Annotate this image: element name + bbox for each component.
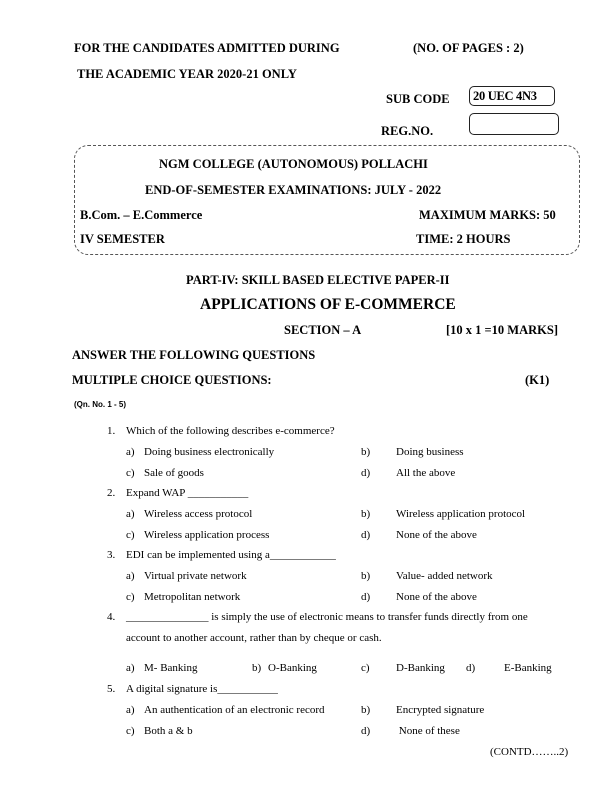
option-label: b) [361, 508, 371, 520]
question-number: 4. [107, 611, 116, 623]
option-text: Value- added network [396, 570, 493, 582]
reg-no-field[interactable] [469, 113, 559, 135]
option-label: c) [126, 467, 135, 479]
question-range: (Qn. No. 1 - 5) [74, 400, 126, 409]
option-label: a) [126, 508, 135, 520]
option-label: a) [126, 446, 135, 458]
option-text: None of the above [396, 591, 477, 603]
paper-title: APPLICATIONS OF E-COMMERCE [200, 296, 456, 313]
college-name: NGM COLLEGE (AUTONOMOUS) POLLACHI [159, 157, 428, 171]
option-text: Encrypted signature [396, 704, 485, 716]
section-label: SECTION – A [284, 323, 362, 337]
instruction: ANSWER THE FOLLOWING QUESTIONS [72, 348, 316, 362]
option-text: None of the above [396, 529, 477, 541]
continued-note: (CONTD……..2) [490, 746, 569, 758]
question-number: 3. [107, 549, 116, 561]
admission-note-line1: FOR THE CANDIDATES ADMITTED DURING [74, 41, 340, 55]
option-text: Doing business electronically [144, 446, 275, 458]
option-text: Both a & b [144, 725, 193, 737]
question-number: 5. [107, 683, 116, 695]
option-label: a) [126, 662, 135, 674]
question-number: 1. [107, 425, 116, 437]
option-label: d) [361, 467, 371, 479]
paper-part: PART-IV: SKILL BASED ELECTIVE PAPER-II [186, 273, 450, 287]
question-text: Expand WAP ___________ [126, 487, 249, 499]
semester: IV SEMESTER [80, 232, 165, 246]
option-label: d) [361, 529, 371, 541]
max-marks: MAXIMUM MARKS: 50 [419, 208, 556, 222]
sub-code-box [469, 86, 555, 106]
question-text: A digital signature is___________ [126, 683, 278, 695]
option-label: d) [361, 725, 371, 737]
course-name: B.Com. – E.Commerce [80, 208, 203, 222]
mcq-label: MULTIPLE CHOICE QUESTIONS: [72, 373, 272, 387]
option-label: d) [361, 591, 371, 603]
option-label: c) [361, 662, 370, 674]
question-text-line1: _______________ is simply the use of electronic means to transfer funds directly from one [126, 611, 528, 623]
sub-code-label: SUB CODE [386, 92, 450, 106]
knowledge-level: (K1) [525, 373, 550, 387]
question-text-line2: account to another account, rather than by cheque or cash. [126, 632, 382, 644]
option-text: Sale of goods [144, 467, 204, 479]
sub-code-value: 20 UEC 4N3 [473, 89, 537, 103]
option-text: Virtual private network [144, 570, 247, 582]
exam-title: END-OF-SEMESTER EXAMINATIONS: JULY - 2022 [145, 183, 442, 197]
option-label: c) [126, 591, 135, 603]
option-text: M- Banking [144, 662, 198, 674]
option-label: b) [361, 570, 371, 582]
option-label: b) [252, 662, 262, 674]
option-text: An authentication of an electronic record [144, 704, 325, 716]
page-count: (NO. OF PAGES : 2) [413, 41, 524, 55]
section-marks: [10 x 1 =10 MARKS] [446, 323, 558, 337]
option-label: a) [126, 704, 135, 716]
reg-no-label: REG.NO. [381, 124, 434, 138]
question-number: 2. [107, 487, 116, 499]
option-label: a) [126, 570, 135, 582]
question-text: Which of the following describes e-commerce? [126, 425, 335, 437]
option-text: D-Banking [396, 662, 445, 674]
admission-note-line2: THE ACADEMIC YEAR 2020-21 ONLY [77, 67, 297, 81]
option-label: c) [126, 529, 135, 541]
option-text: Wireless application protocol [396, 508, 526, 520]
option-text: Metropolitan network [144, 591, 241, 603]
option-text: O-Banking [268, 662, 317, 674]
option-text: Doing business [396, 446, 464, 458]
option-label: d) [466, 662, 476, 674]
option-text: None of these [396, 725, 460, 737]
option-label: b) [361, 446, 371, 458]
exam-time: TIME: 2 HOURS [416, 232, 511, 246]
option-text: Wireless application process [144, 529, 270, 541]
option-label: c) [126, 725, 135, 737]
option-text: All the above [396, 467, 456, 479]
option-label: b) [361, 704, 371, 716]
option-text: Wireless access protocol [144, 508, 253, 520]
question-text: EDI can be implemented using a____________ [126, 549, 336, 561]
option-text: E-Banking [504, 662, 552, 674]
